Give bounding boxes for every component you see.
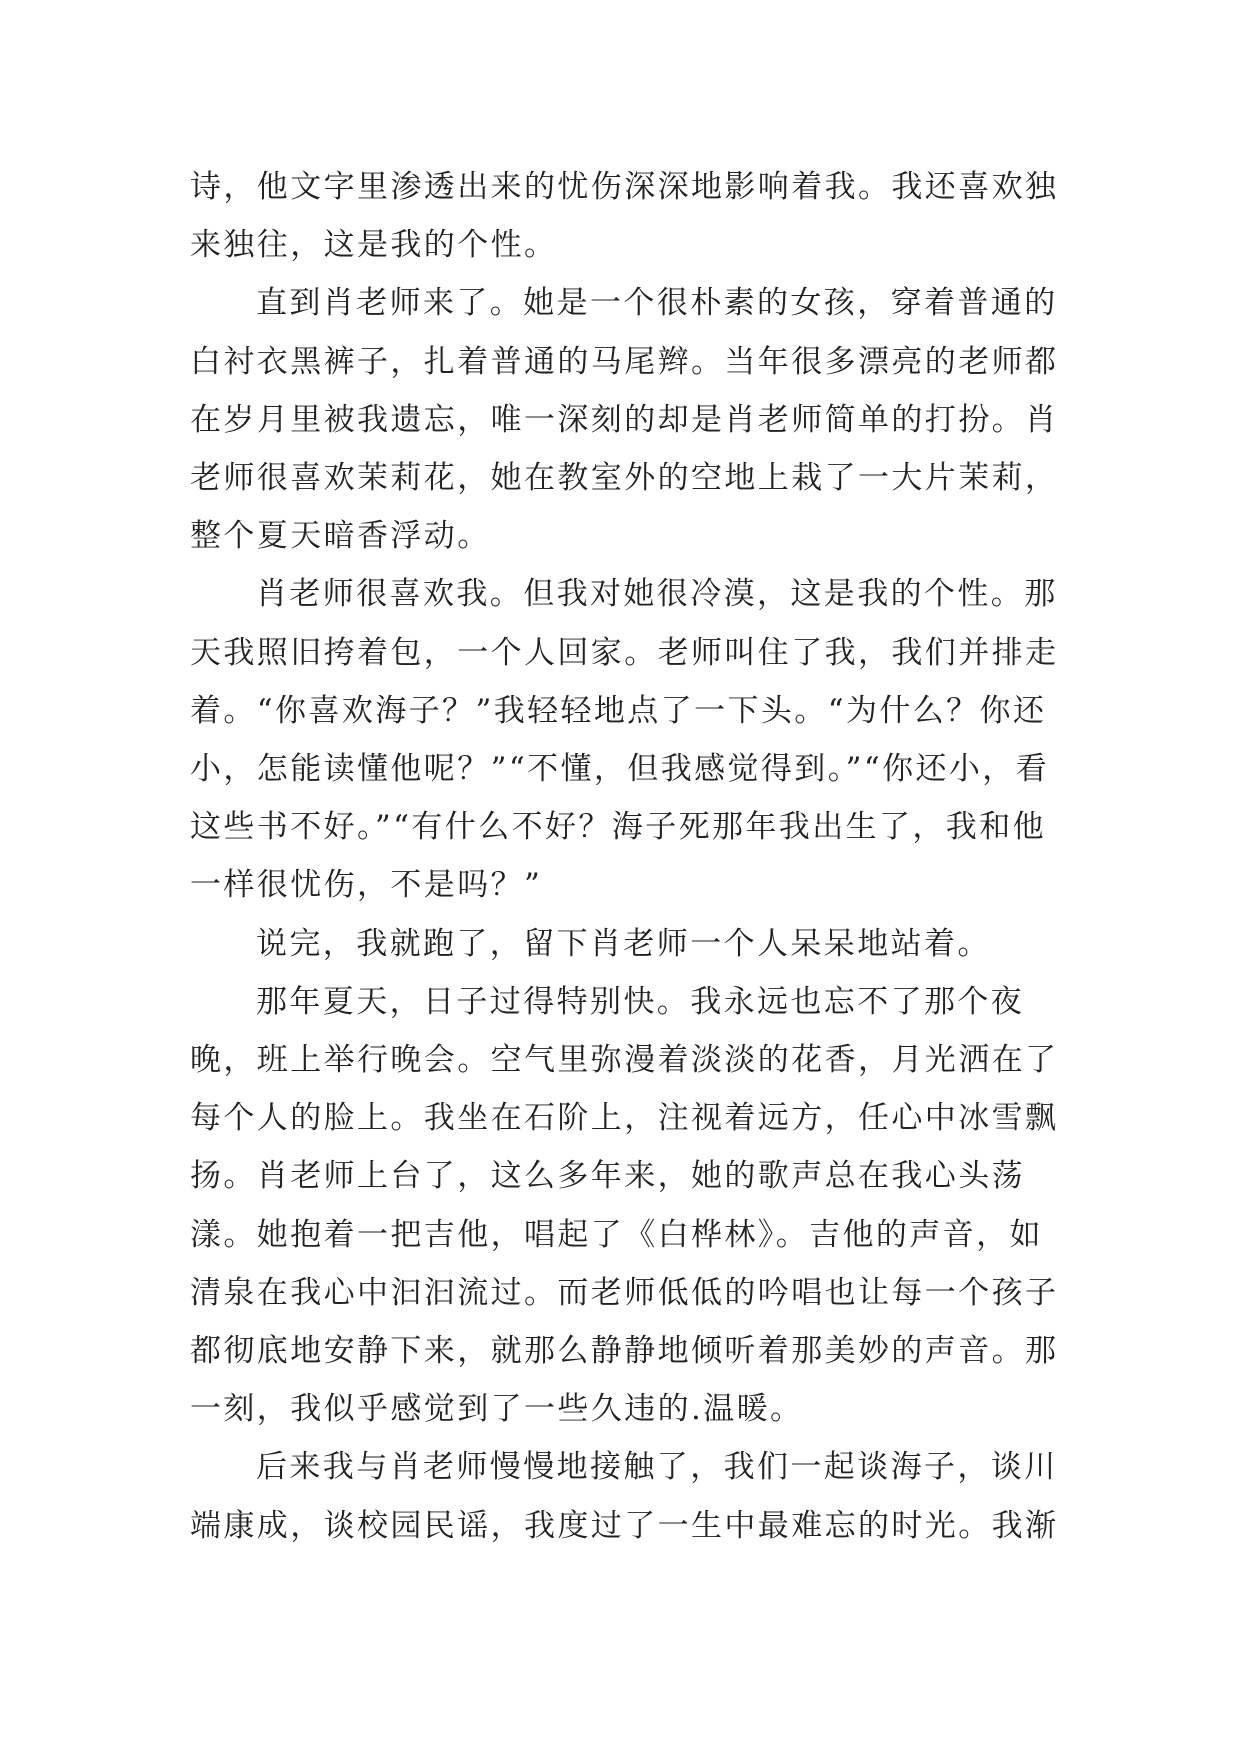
- paragraph-1: 诗，他文字里渗透出来的忧伤深深地影响着我。我还喜欢独来独往，这是我的个性。: [190, 169, 1059, 264]
- paragraph-6: 后来我与肖老师慢慢地接触了，我们一起谈海子，谈川端康成，谈校园民谣，我度过了一生中最难忘的时光。我渐: [190, 1449, 1059, 1544]
- paragraph-2: 直到肖老师来了。她是一个很朴素的女孩，穿着普通的白衬衣黑裤子，扎着普通的马尾辫。当年很多漂亮的老师都在岁月里被我遗忘，唯一深刻的却是肖老师简单的打扮。肖老师很喜欢茉莉花，她在教室外的空地上栽了一大片茉莉，整个夏天暗香浮动。: [190, 285, 1059, 555]
- paragraph-5: 那年夏天，日子过得特别快。我永远也忘不了那个夜晚，班上举行晚会。空气里弥漫着淡淡的花香，月光洒在了每个人的脸上。我坐在石阶上，注视着远方，任心中冰雪飘扬。肖老师上台了，这么多年来，她的歌声总在我心头荡漾。她抱着一把吉他，唱起了《白桦林》。吉他的声音，如清泉在我心中汩汩流过。而老师低低的吟唱也让每一个孩子都彻底地安静下来，就那么静静地倾听着那美妙的声音。那一刻，我似乎感觉到了一些久违的.温暖。: [190, 983, 1059, 1428]
- paragraph-4: 说完，我就跑了，留下肖老师一个人呆呆地站着。: [256, 925, 991, 962]
- paragraph-3: 肖老师很喜欢我。但我对她很冷漠，这是我的个性。那天我照旧挎着包，一个人回家。老师叫住了我，我们并排走着。“你喜欢海子？”我轻轻地点了一下头。“为什么？你还小，怎能读懂他呢？”“不懂，但我感觉得到。”“你还小，看这些书不好。”“有什么不好？海子死那年我出生了，我和他一样很忧伤，不是吗？”: [190, 576, 1059, 904]
- article-body: [190, 158, 1070, 1555]
